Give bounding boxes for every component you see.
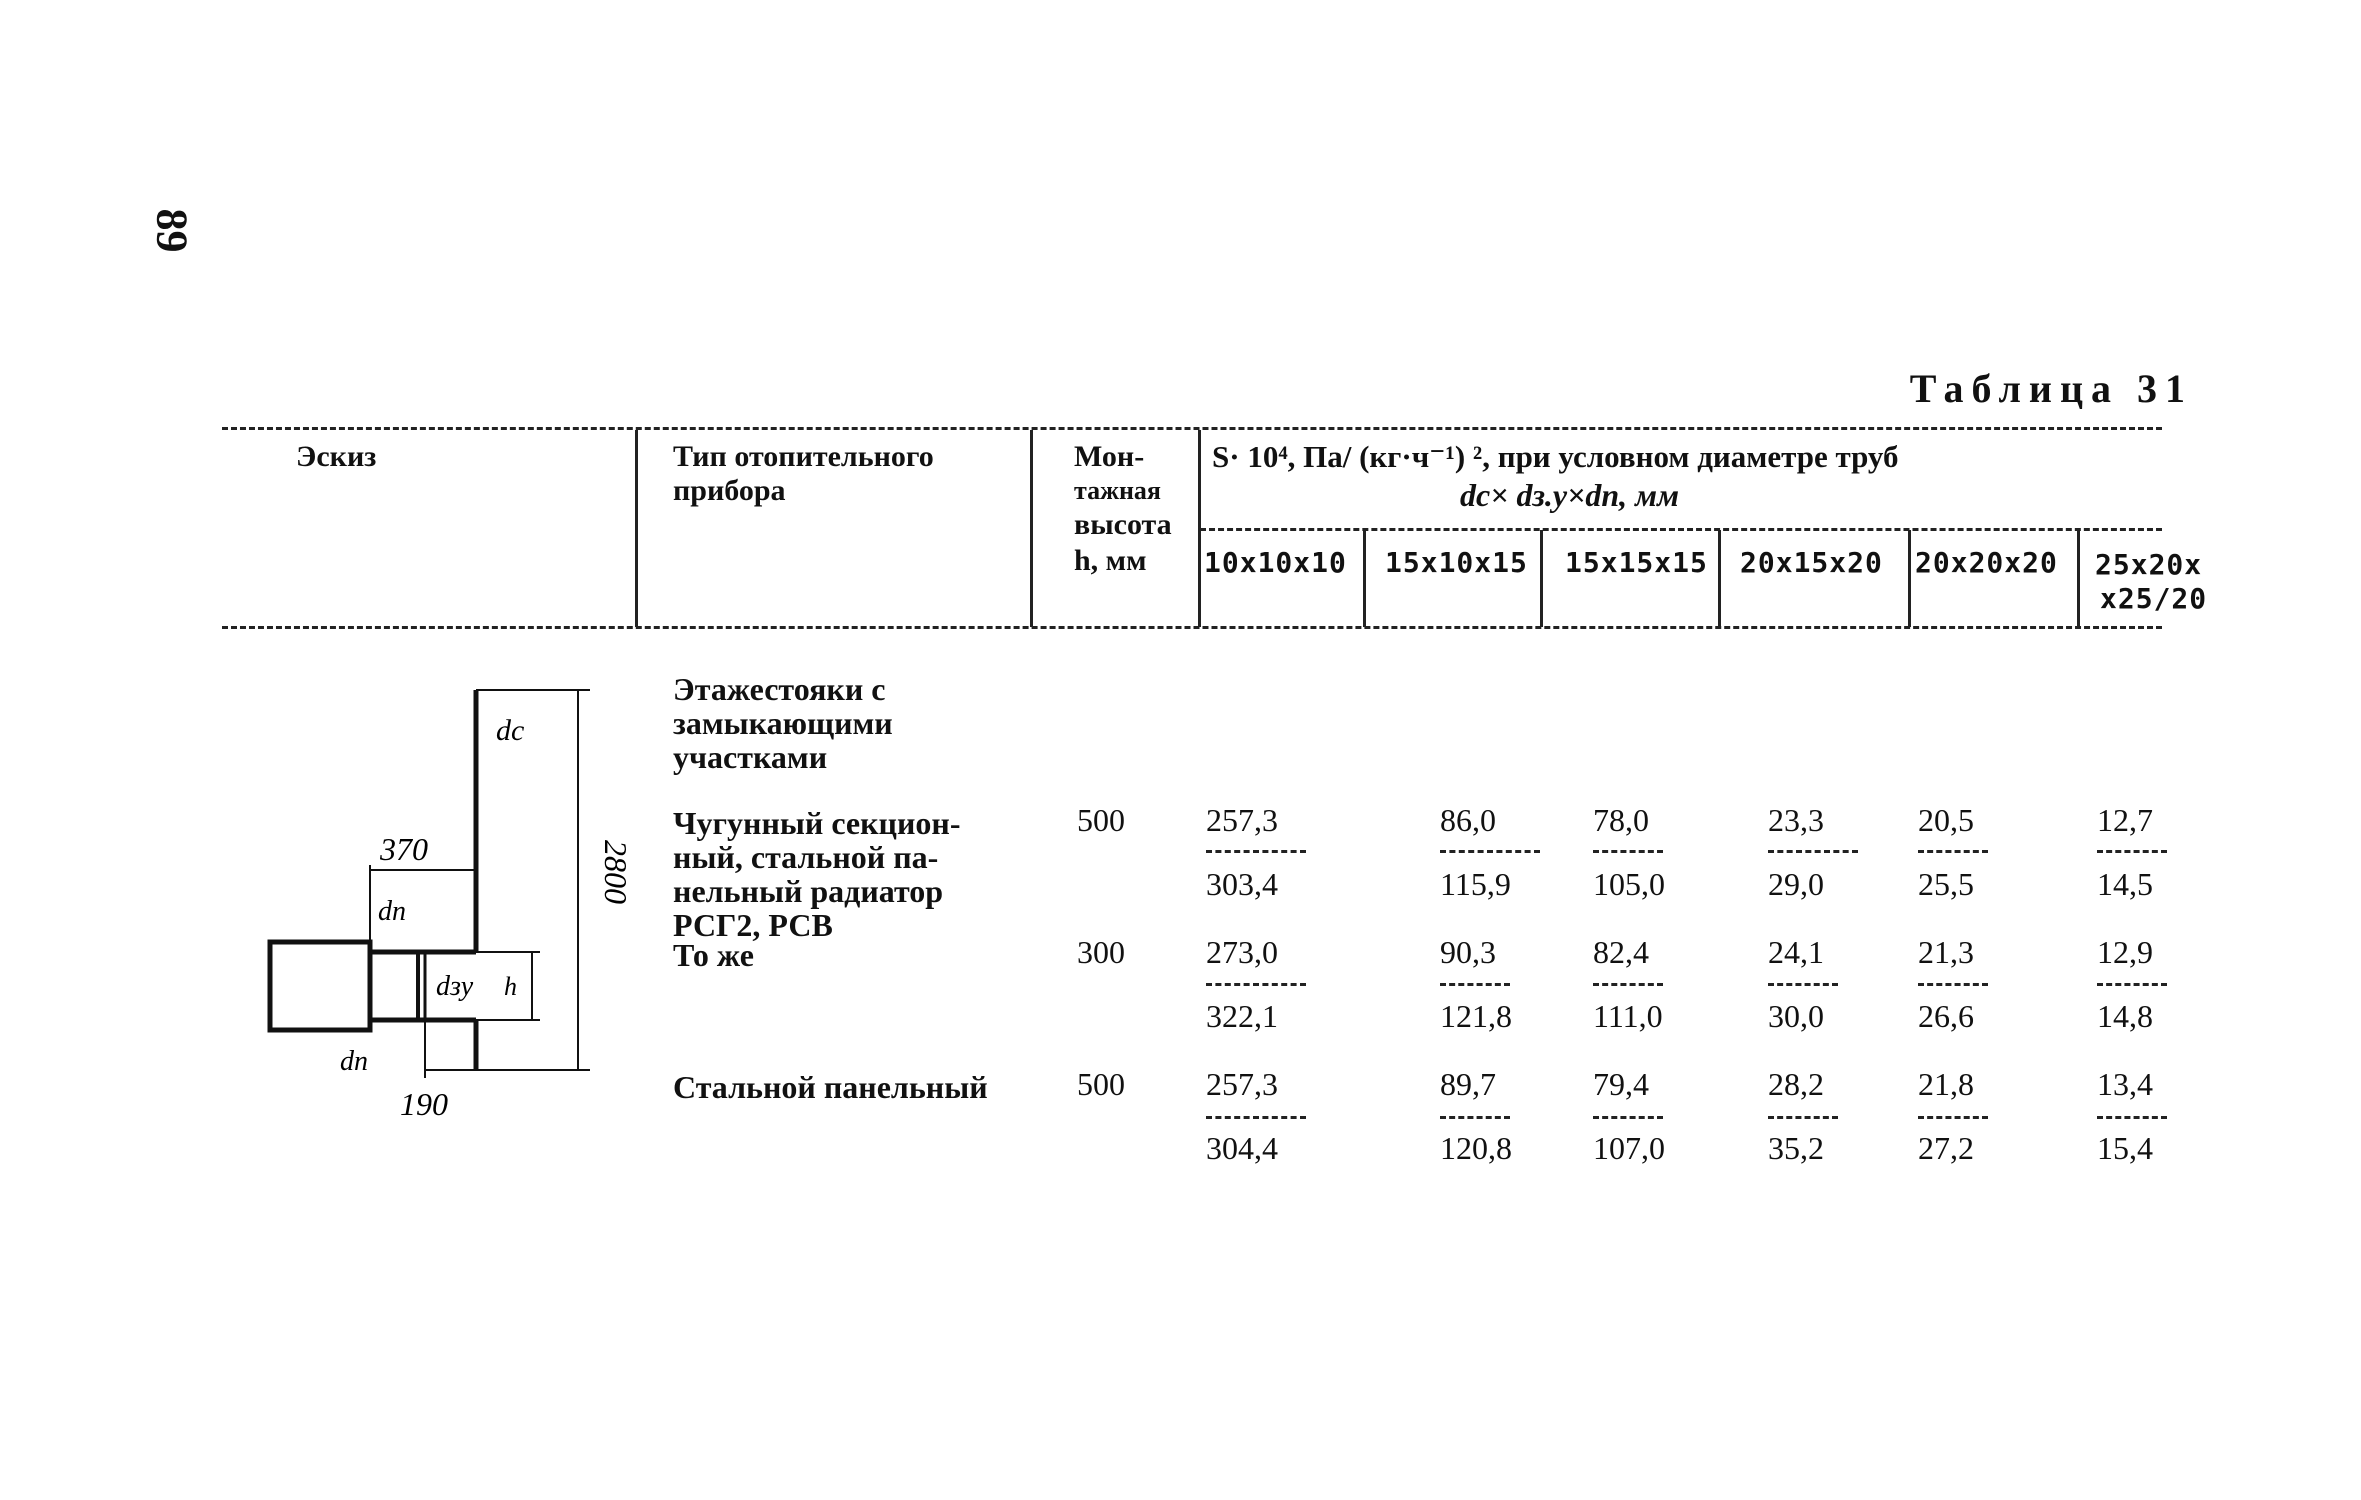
diameter-rule [1200,528,2162,531]
diameter-15x15x15: 15x15x15 [1565,546,1708,579]
col-divider-7 [1908,530,1911,627]
row-1-bottom-3: 105,0 [1593,866,1665,902]
row-3-top-5: 21,8 [1918,1066,1974,1102]
label-dn-bottom: dп [340,1046,368,1077]
row-1-height: 500 [1077,802,1125,838]
col-divider-4 [1363,530,1366,627]
row-2-top-5: 21,3 [1918,934,1974,970]
row-3-fraction-1 [1206,1116,1306,1119]
label-dn-top: dп [378,896,406,927]
page-number: 89 [147,208,197,253]
row-2-bottom-3: 111,0 [1593,998,1663,1034]
header-height-2: тажная [1074,476,1161,505]
row-2-bottom-5: 26,6 [1918,998,1974,1034]
row-1-bottom-4: 29,0 [1768,866,1824,902]
col-divider-5 [1540,530,1543,627]
row-3-type: Стальной панельный [673,1069,988,1105]
label-dzu: dзу [436,971,474,1002]
row-1-top-6: 12,7 [2097,802,2153,838]
dim-370: 370 [380,831,428,867]
row-1-fraction-5 [1918,850,1988,853]
row-2-fraction-2 [1440,983,1510,986]
row-1-fraction-3 [1593,850,1663,853]
row-2-fraction-4 [1768,983,1838,986]
row-3-top-4: 28,2 [1768,1066,1824,1102]
row-1-fraction-1 [1206,850,1306,853]
dim-190: 190 [400,1086,448,1122]
row-2-top-3: 82,4 [1593,934,1649,970]
radiator-shape [270,942,370,1030]
row-2-fraction-1 [1206,983,1306,986]
row-1-top-3: 78,0 [1593,802,1649,838]
row-3-fraction-3 [1593,1116,1663,1119]
label-h: h [504,972,517,1001]
row-1-top-2: 86,0 [1440,802,1496,838]
row-1-fraction-6 [2097,850,2167,853]
header-height-3: высота [1074,508,1172,541]
row-1-bottom-2: 115,9 [1440,866,1511,902]
col-divider-3 [1198,430,1201,627]
row-3-top-2: 89,7 [1440,1066,1496,1102]
row-3-top-6: 13,4 [2097,1066,2153,1102]
diameter-x25-20: x25/20 [2100,582,2208,615]
col-divider-8 [2077,530,2080,627]
header-s-line1: S· 10⁴, Па/ (кг·ч⁻¹) ², при условном диаметре труб [1212,439,1899,474]
row-1-fraction-2 [1440,850,1540,853]
label-dc: dc [496,714,525,747]
table-title: Таблица 31 [1909,366,2193,411]
row-2-bottom-1: 322,1 [1206,998,1278,1034]
row-3-bottom-5: 27,2 [1918,1130,1974,1166]
header-height-1: Мон- [1074,440,1145,473]
row-3-bottom-4: 35,2 [1768,1130,1824,1166]
row-1-top-5: 20,5 [1918,802,1974,838]
row-2-top-2: 90,3 [1440,934,1496,970]
header-s-line2: dс× dз.у×dп, мм [1460,477,1679,513]
row-2-fraction-5 [1918,983,1988,986]
row-2-bottom-2: 121,8 [1440,998,1512,1034]
row-2-fraction-3 [1593,983,1663,986]
section-title: Этажестояки с замыкающими участками [673,671,893,775]
col-divider-1 [635,430,638,627]
row-1-top-1: 257,3 [1206,802,1278,838]
diameter-25x20x: 25x20x [2095,548,2203,581]
row-1-type: Чугунный секцион- ный, стальной па- нельный радиатор РСГ2, РСВ [673,805,961,943]
diameter-15x10x15: 15x10x15 [1385,546,1528,579]
row-2-top-1: 273,0 [1206,934,1278,970]
row-2-top-4: 24,1 [1768,934,1824,970]
row-2-bottom-6: 14,8 [2097,998,2153,1034]
row-1-bottom-1: 303,4 [1206,866,1278,902]
row-1-fraction-4 [1768,850,1858,853]
row-3-bottom-3: 107,0 [1593,1130,1665,1166]
dim-2800: 2800 [598,840,634,904]
col-divider-6 [1718,530,1721,627]
header-bottom-rule [222,626,2162,629]
row-2-bottom-4: 30,0 [1768,998,1824,1034]
row-3-top-1: 257,3 [1206,1066,1278,1102]
row-3-fraction-2 [1440,1116,1510,1119]
row-2-top-6: 12,9 [2097,934,2153,970]
row-3-fraction-4 [1768,1116,1838,1119]
header-height-4: h, мм [1074,544,1147,577]
row-3-fraction-5 [1918,1116,1988,1119]
header-sketch: Эскиз [296,440,377,473]
row-3-bottom-1: 304,4 [1206,1130,1278,1166]
diameter-20x15x20: 20x15x20 [1740,546,1883,579]
row-2-height: 300 [1077,934,1125,970]
row-3-bottom-2: 120,8 [1440,1130,1512,1166]
diameter-20x20x20: 20x20x20 [1915,546,2058,579]
row-1-bottom-5: 25,5 [1918,866,1974,902]
row-2-fraction-6 [2097,983,2167,986]
row-1-top-4: 23,3 [1768,802,1824,838]
row-3-bottom-6: 15,4 [2097,1130,2153,1166]
header-top-rule [222,427,2162,430]
row-2-type: То же [673,937,754,973]
diameter-10x10x10: 10x10x10 [1204,546,1347,579]
row-3-fraction-6 [2097,1116,2167,1119]
row-3-top-3: 79,4 [1593,1066,1649,1102]
col-divider-2 [1030,430,1033,627]
riser-sketch [260,670,634,1130]
row-1-bottom-6: 14,5 [2097,866,2153,902]
header-device-type: Тип отопительного прибора [673,440,934,507]
row-3-height: 500 [1077,1066,1125,1102]
